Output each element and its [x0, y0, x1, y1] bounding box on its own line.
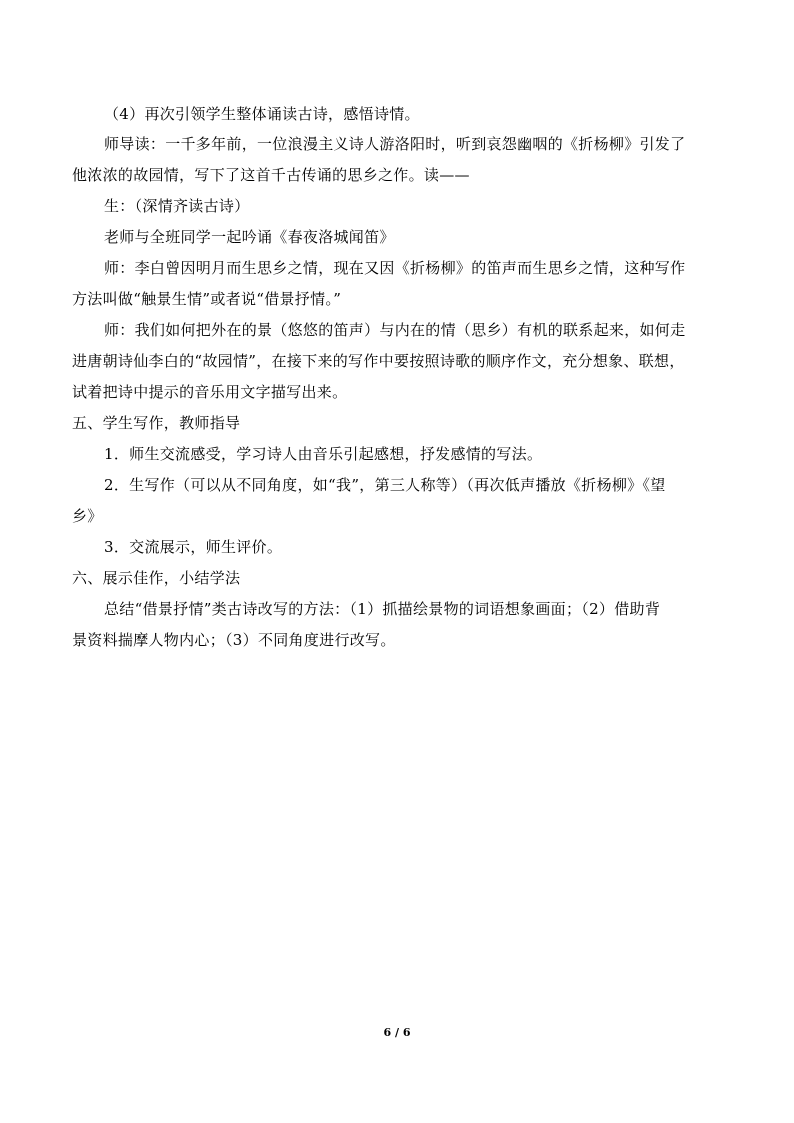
paragraph-line: 生：（深情齐读古诗） — [104, 197, 250, 215]
paragraph-line: 师：我们如何把外在的景（悠悠的笛声）与内在的情（思乡）有机的联系起来，如何走 — [104, 321, 686, 339]
paragraph-line: 总结“借景抒情”类古诗改写的方法：（1）抓描绘景物的词语想象画面；（2）借助背 — [104, 600, 661, 618]
paragraph-line: 景资料揣摩人物内心；（3）不同角度进行改写。 — [72, 631, 396, 649]
page-number: 6 / 6 — [383, 1026, 411, 1039]
paragraph-line: 2．生写作（可以从不同角度，如“我”，第三人称等）（再次低声播放《折杨柳》《望 — [104, 476, 666, 494]
paragraph-line: 进唐朝诗仙李白的“故园情”，在接下来的写作中要按照诗歌的顺序作文，充分想象、联想， — [72, 352, 685, 370]
paragraph-line: 他浓浓的故园情，写下了这首千古传诵的思乡之作。读—— — [72, 166, 470, 184]
section-heading: 五、学生写作，教师指导 — [72, 414, 241, 432]
paragraph-line: 1．师生交流感受，学习诗人由音乐引起感想，抒发感情的写法。 — [104, 445, 543, 463]
paragraph-line: 师导读：一千多年前，一位浪漫主义诗人游洛阳时，听到哀怨幽咽的《折杨柳》引发了 — [104, 135, 686, 153]
paragraph-line: 3．交流展示，师生评价。 — [104, 538, 283, 556]
paragraph-line: 试着把诗中提示的音乐用文字描写出来。 — [72, 383, 348, 401]
section-heading: 六、展示佳作，小结学法 — [72, 569, 241, 587]
paragraph-line: 乡》 — [72, 507, 103, 525]
paragraph-line: 方法叫做“触景生情”或者说“借景抒情。” — [72, 290, 342, 308]
paragraph-line: 老师与全班同学一起吟诵《春夜洛城闻笛》 — [104, 228, 395, 246]
paragraph-line: 师：李白曾因明月而生思乡之情，现在又因《折杨柳》的笛声而生思乡之情，这种写作 — [104, 259, 686, 277]
paragraph-line: （4）再次引领学生整体诵读古诗，感悟诗情。 — [104, 105, 420, 123]
